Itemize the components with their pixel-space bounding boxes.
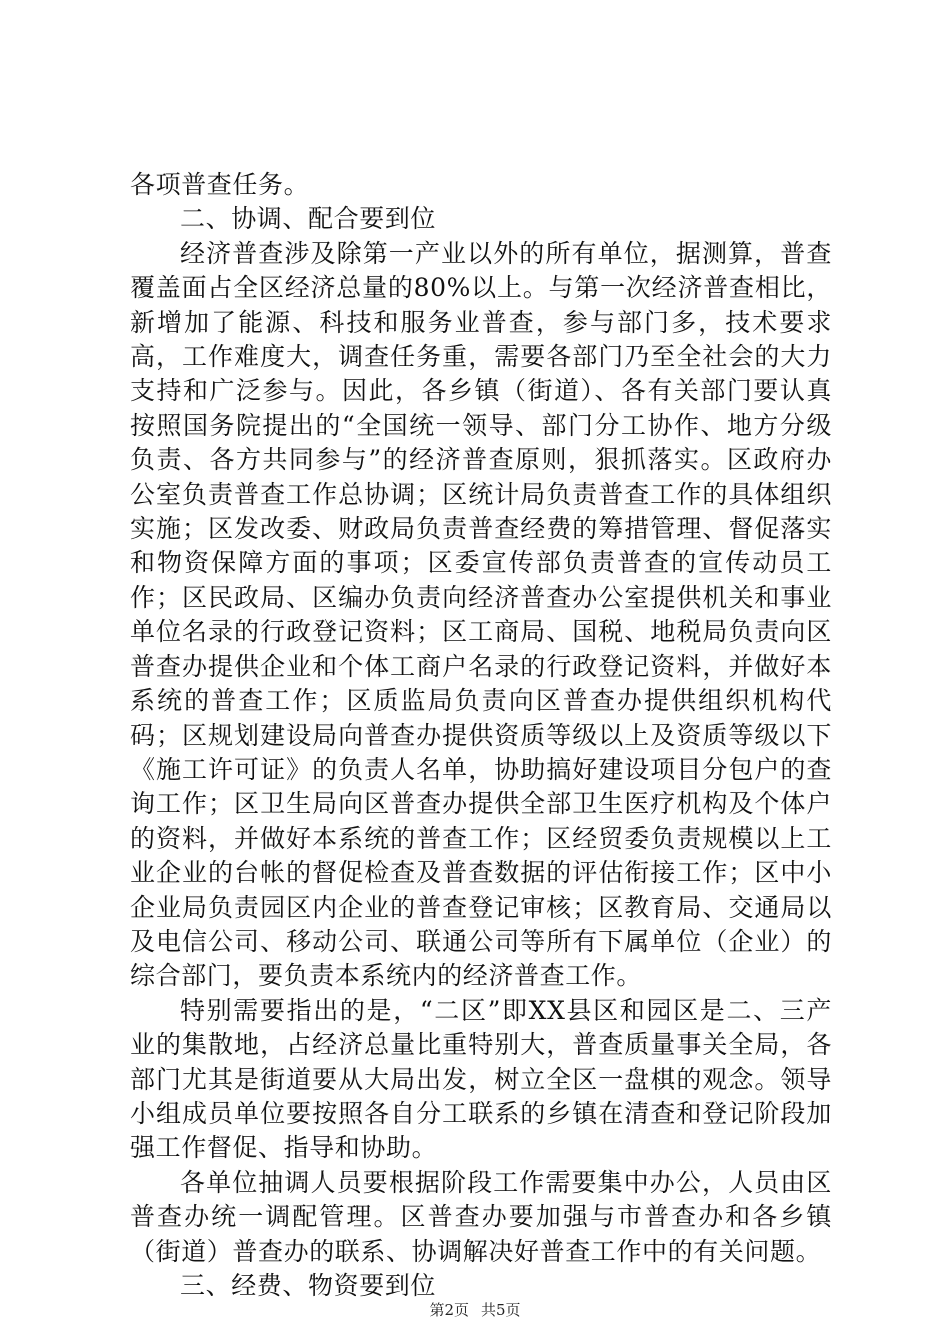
document-body (130, 168, 832, 1303)
paragraph-continuation: 各项普查任务。 (130, 170, 310, 199)
section-heading-coordination: 二、协调、配合要到位 (180, 204, 437, 234)
paragraph-staff-allocation: 各单位抽调人员要根据阶段工作需要集中办公，人员由区普查办统一调配管理。区普查办要加强与市普查办和各乡镇（街道）普查办的联系、协调解决好普查工作中的有关问题。 (130, 1167, 832, 1266)
paragraph-department-duties: 经济普查涉及除第一产业以外的所有单位，据测算，普查覆盖面占全区经济总量的80%以上。与第一次经济普查相比，新增加了能源、科技和服务业普查，参与部门多，技术要求高，工作难度大，调查任务重，需要各部门乃至全社会的大力支持和广泛参与。因此，各乡镇（街道）、各有关部门要认真按照国务院提出的“全国统一领导、部门分工协作、地方分级负责、各方共同参与”的经济普查原则，狠抓落实。区政府办公室负责普查工作总协调；区统计局负责普查工作的具体组织实施；区发改委、财政局负责普查经费的筹措管理、督促落实和物资保障方面的事项；区委宣传部负责普查的宣传动员工作；区民政局、区编办负责向经济普查办公室提供机关和事业单位名录的行政登记资料；区工商局、国税、地税局负责向区普查办提供企业和个体工商户名录的行政登记资料，并做好本系统的普查工作；区质监局负责向区普查办提供组织机构代码；区规划建设局向普查办提供资质等级以上及资质等级以下《施工许可证》的负责人名单，协助搞好建设项目分包户的查询工作；区卫生局向区普查办提供全部卫生医疗机构及个体户的资料，并做好本系统的普查工作；区经贸委负责规模以上工业企业的台帐的督促检查及普查数据的评估衔接工作；区中小企业局负责园区内企业的普查登记审核；区教育局、交通局以及电信公司、移动公司、联通公司等所有下属单位（企业）的综合部门，要负责本系统内的经济普查工作。 (130, 238, 832, 991)
page-total: 共5页 (481, 1301, 521, 1319)
page-number: 第2页 (429, 1301, 469, 1319)
section-heading-funding: 三、经费、物资要到位 (180, 1271, 437, 1300)
paragraph-two-districts: 特别需要指出的是，“二区”即XX县区和园区是二、三产业的集散地，占经济总量比重特别大，普查质量事关全局，各部门尤其是街道要从大局出发，树立全区一盘棋的观念。领导小组成员单位要按照各自分工联系的乡镇在清查和登记阶段加强工作督促、指导和协助。 (130, 995, 832, 1163)
page-footer (0, 1300, 950, 1320)
